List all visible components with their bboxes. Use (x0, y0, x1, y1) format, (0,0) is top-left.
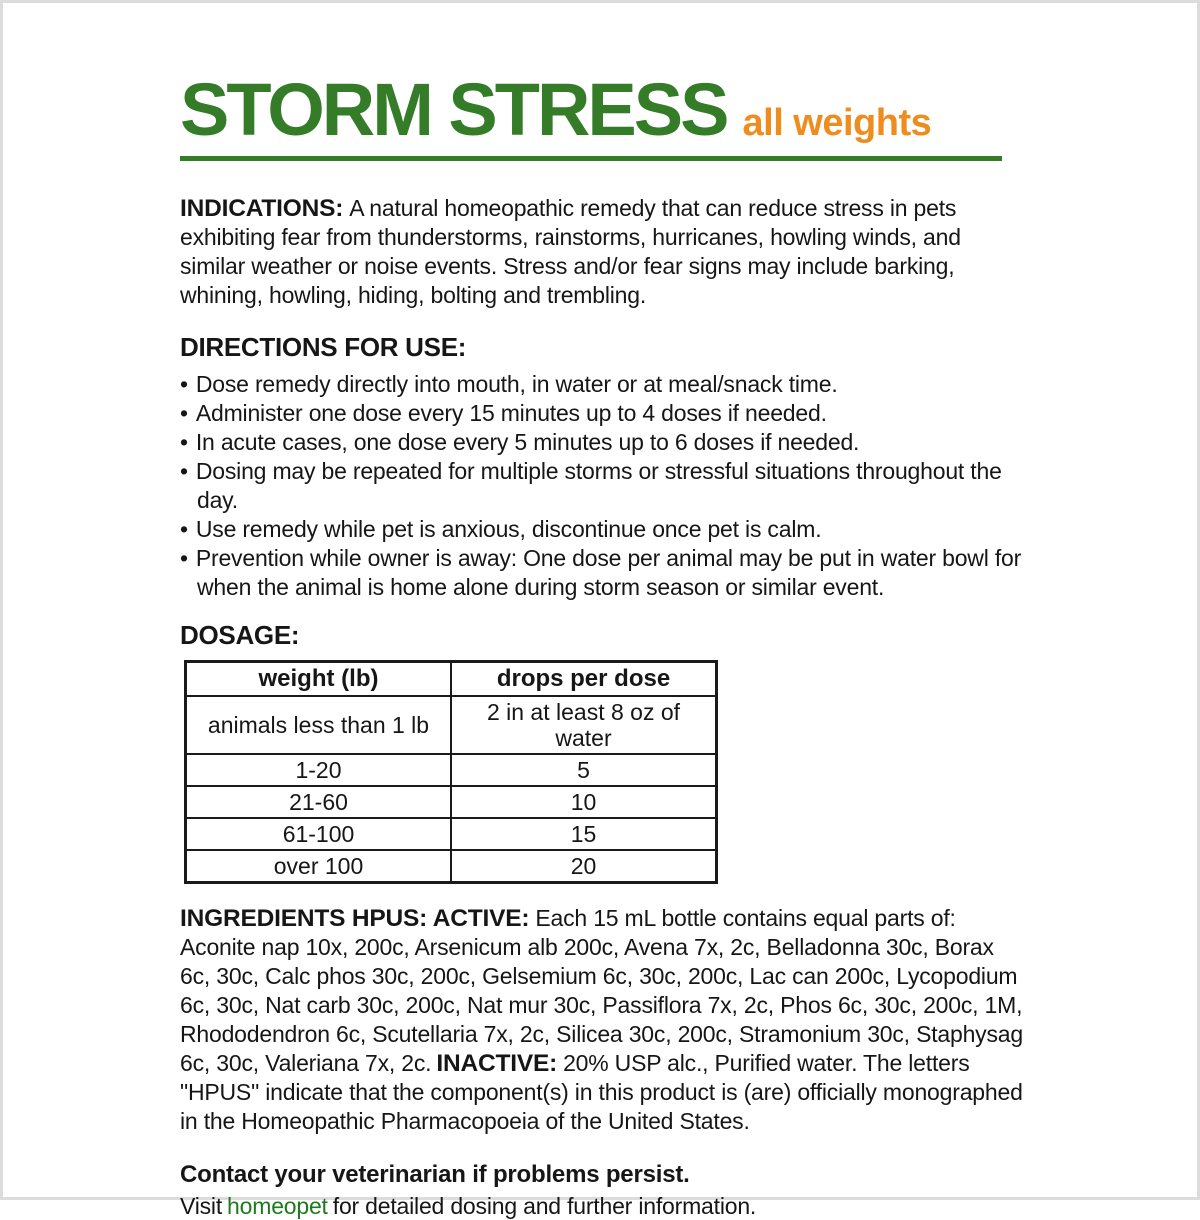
directions-bullet-item: • Dose remedy directly into mouth, in water or at meal/snack time. (180, 370, 1028, 399)
homeopet-link[interactable]: homeopet (227, 1192, 328, 1219)
visit-line (180, 1193, 1028, 1220)
dosage-col-header-drops: drops per dose (451, 661, 717, 696)
dosage-heading: DOSAGE: (180, 619, 300, 650)
directions-bullet-list (180, 370, 1028, 602)
weight-cell: 21-60 (186, 786, 452, 818)
weight-cell: 61-100 (186, 818, 452, 850)
product-subtitle: all weights (742, 102, 932, 144)
title-underline-rule (180, 156, 1002, 161)
directions-bullet-item: • In acute cases, one dose every 5 minutes up to 6 doses if needed. (180, 428, 1028, 457)
ingredients-active-label: INGREDIENTS HPUS: ACTIVE: (180, 904, 530, 932)
indications-paragraph (180, 194, 1028, 310)
table-row (186, 818, 717, 850)
label-content (180, 68, 1028, 1220)
table-row (186, 696, 717, 754)
weight-cell: animals less than 1 lb (186, 696, 452, 754)
ingredients-active-text: Each 15 mL bottle contains equal parts of: Aconite nap 10x, 200c, Arsenicum alb 200c, Avena 7x, 2c, Belladonna 30c, Borax 6c, 30c, Calc phos 30c, 200c, Gelsemium 6c, 30c, 200c, Lac can 200c, Lycopodium 6c, 30c, Nat carb 30c, 200c, Nat mur 30c, Passiflora 7x, 2c, Phos 6c, 30c, 200c, 1M, Rhododendron 6c, Scutellaria 7x, 2c, Silicea 30c, 200c, Stramonium 30c, Staphysag 6c, 30c, Valeriana 7x, 2c. (180, 904, 1023, 1076)
directions-bullet-item: • Administer one dose every 15 minutes up to 4 doses if needed. (180, 399, 1028, 428)
drops-cell: 15 (451, 818, 717, 850)
drops-cell: 5 (451, 754, 717, 786)
ingredients-inactive-label: INACTIVE: (436, 1049, 558, 1077)
directions-bullet-item: • Use remedy while pet is anxious, discontinue once pet is calm. (180, 515, 1028, 544)
dosage-table-header-row (186, 661, 717, 696)
product-title: STORM STRESS (180, 68, 727, 151)
weight-cell: 1-20 (186, 754, 452, 786)
dosage-table (184, 660, 718, 884)
title-row (180, 68, 1028, 151)
drops-cell: 2 in at least 8 oz of water (451, 696, 717, 754)
visit-suffix-text: for detailed dosing and further information. (332, 1192, 757, 1219)
drops-cell: 10 (451, 786, 717, 818)
drops-cell: 20 (451, 850, 717, 883)
table-row (186, 850, 717, 883)
directions-bullet-item: • Dosing may be repeated for multiple storms or stressful situations throughout the day. (180, 457, 1028, 515)
table-row (186, 786, 717, 818)
veterinarian-notice: Contact your veterinarian if problems persist. (180, 1160, 690, 1188)
dosage-col-header-weight: weight (lb) (186, 661, 452, 696)
table-row (186, 754, 717, 786)
visit-prefix-text: Visit (180, 1192, 223, 1219)
weight-cell: over 100 (186, 850, 452, 883)
ingredients-inactive-text: 20% USP alc., Purified water. The letters "HPUS" indicate that the component(s) in this product is (are) officially monographed in the Homeopathic Pharmacopoeia of the United States. (180, 1049, 1023, 1134)
indications-text: A natural homeopathic remedy that can reduce stress in pets exhibiting fear from thunderstorms, rainstorms, hurricanes, howling winds, and similar weather or noise events. Stress and/or fear signs may include barking, whining, howling, hiding, bolting and trembling. (180, 194, 961, 308)
ingredients-paragraph (180, 904, 1028, 1136)
indications-label: INDICATIONS: (180, 194, 344, 222)
directions-bullet-item: • Prevention while owner is away: One dose per animal may be put in water bowl for when the animal is home alone during storm season or similar event. (180, 544, 1028, 602)
directions-heading: DIRECTIONS FOR USE: (180, 331, 467, 362)
